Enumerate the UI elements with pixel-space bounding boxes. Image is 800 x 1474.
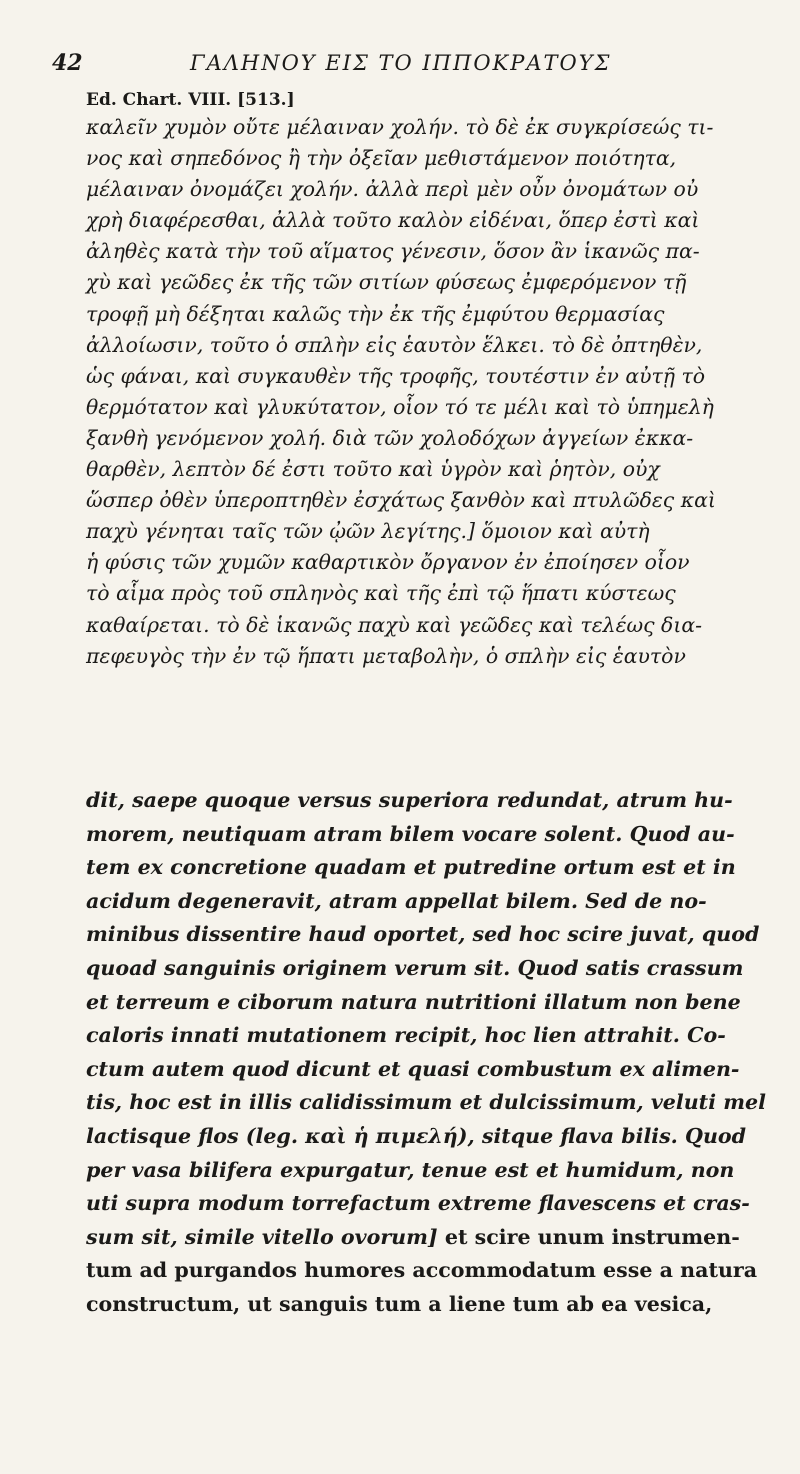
latin-line: et terreum e ciborum natura nutritioni illatum non bene [86, 989, 741, 1014]
greek-line: καλεῖν χυμὸν οὔτε μέλαιναν χολήν. τὸ δὲ ἐκ συγκρίσεώς τι- [86, 115, 714, 139]
latin-line: caloris innati mutationem recipit, hoc lien attrahit. Co- [86, 1023, 726, 1048]
latin-line-mixed [86, 1221, 738, 1255]
page-number: 42 [52, 50, 83, 76]
greek-line: ὡς φάναι, καὶ συγκαυθὲν τῆς τροφῆς, τουτέστιν ἐν αὐτῇ τὸ [86, 363, 706, 388]
greek-line: νος καὶ σηπεδόνος ἢ τὴν ὀξεῖαν μεθιστάμενον ποιότητα, [86, 146, 677, 171]
greek-line: παχὺ γένηται ταῖς τῶν ᾠῶν λεγίτης.] ὅμοιον καὶ αὐτὴ [86, 519, 650, 544]
greek-line: ἀλλοίωσιν, τοῦτο ὁ σπλὴν εἰς ἑαυτὸν ἕλκει. τὸ δὲ ὀπτηθὲν, [86, 332, 703, 357]
greek-text-block [86, 112, 736, 672]
greek-line: τὸ αἷμα πρὸς τοῦ σπληνὸς καὶ τῆς ἐπὶ τῷ ἥπατι κύστεως [86, 581, 676, 606]
latin-text-block [86, 784, 766, 1322]
page-header [52, 50, 752, 86]
greek-line: ἡ φύσις τῶν χυμῶν καθαρτικὸν ὄργανον ἐν ἐποίησεν οἷον [86, 550, 690, 575]
greek-line: καθαίρεται. τὸ δὲ ἱκανῶς παχὺ καὶ γεῶδες καὶ τελέως δια- [86, 612, 702, 637]
greek-line: ξανθὴ γενόμενον χολή. διὰ τῶν χολοδόχων ἀγγείων ἐκκα- [86, 425, 694, 450]
latin-line: tem ex concretione quadam et putredine ortum est et in [86, 855, 736, 880]
greek-line: πεφευγὸς τὴν ἐν τῷ ἥπατι μεταβολὴν, ὁ σπλὴν εἰς ἑαυτὸν [86, 643, 686, 668]
latin-line: tis, hoc est in illis calidissimum et dulcissimum, veluti mel [86, 1090, 766, 1115]
latin-line: per vasa bilifera expurgatur, tenue est et humidum, non [86, 1157, 735, 1182]
latin-line: minibus dissentire haud oportet, sed hoc scire juvat, quod [86, 922, 760, 947]
latin-roman-segment: et scire unum instrumen- [437, 1224, 740, 1249]
greek-line: ὥσπερ ὀθὲν ὑπεροπτηθὲν ἐσχάτως ξανθὸν καὶ πτυλῶδες καὶ [86, 488, 716, 513]
latin-roman-line: tum ad purgandos humores accommodatum esse a natura [86, 1258, 758, 1283]
greek-line: τροφῇ μὴ δέξηται καλῶς τὴν ἐκ τῆς ἐμφύτου θερμασίας [86, 301, 665, 326]
latin-roman-line: constructum, ut sanguis tum a liene tum ab ea vesica, [86, 1291, 713, 1316]
latin-italic-segment: sum sit, simile vitello ovorum] [86, 1224, 438, 1249]
greek-line: ἀληθὲς κατὰ τὴν τοῦ αἵματος γένεσιν, ὅσον ἂν ἱκανῶς πα- [86, 239, 700, 264]
greek-line: χὺ καὶ γεῶδες ἐκ τῆς τῶν σιτίων φύσεως ἐμφερόμενον τῇ [86, 270, 687, 295]
latin-line: acidum degeneravit, atram appellat bilem. Sed de no- [86, 888, 707, 913]
latin-line: morem, neutiquam atram bilem vocare solent. Quod au- [86, 821, 735, 846]
latin-line: uti supra modum torrefactum extreme flavescens et cras- [86, 1191, 750, 1216]
running-head: ΓΑΛΗΝΟΥ ΕΙΣ ΤΟ ΙΠΠΟΚΡΑΤΟΥΣ [190, 51, 612, 75]
greek-line: θαρθὲν, λεπτὸν δέ ἐστι τοῦτο καὶ ὑγρὸν καὶ ῥητὸν, οὐχ [86, 457, 660, 482]
latin-line: ctum autem quod dicunt et quasi combustum ex alimen- [86, 1056, 740, 1081]
latin-line: lactisque flos (leg. καὶ ἡ πιμελή), sitque flava bilis. Quod [86, 1123, 747, 1148]
edition-reference: Ed. Chart. VIII. [513.] [86, 90, 295, 110]
greek-line: χρὴ διαφέρεσθαι, ἀλλὰ τοῦτο καλὸν εἰδέναι, ὅπερ ἐστὶ καὶ [86, 208, 700, 233]
latin-line: dit, saepe quoque versus superiora redundat, atrum hu- [86, 788, 733, 812]
greek-line: θερμότατον καὶ γλυκύτατον, οἷον τό τε μέλι καὶ τὸ ὑπημελὴ [86, 394, 714, 419]
latin-line: quoad sanguinis originem verum sit. Quod satis crassum [86, 955, 744, 980]
greek-line: μέλαιναν ὀνομάζει χολήν. ἀλλὰ περὶ μὲν οὖν ὀνομάτων οὐ [86, 177, 699, 202]
